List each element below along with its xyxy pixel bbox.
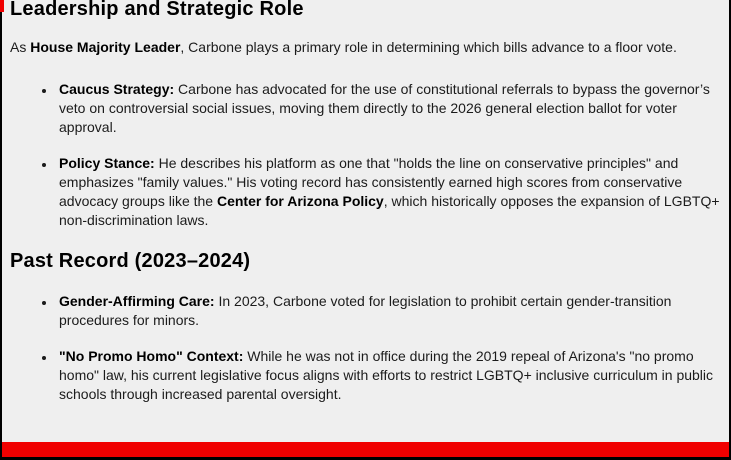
bottom-red-divider	[2, 442, 729, 457]
bold-text-run: House Majority Leader	[30, 39, 181, 55]
bullet-item	[56, 154, 721, 230]
text-run: While he was not in office during the 2019 repeal of Arizona's "no promo homo" law, his current legislative focus aligns with efforts to restrict LGBTQ+ inclusive curriculum in public schools through increased parental oversight.	[59, 348, 714, 402]
section-heading-leadership: Leadership and Strategic Role	[10, 0, 304, 20]
bullet-item	[56, 292, 721, 330]
bold-text-run: "No Promo Homo" Context:	[59, 348, 244, 364]
text-run: As	[10, 39, 31, 55]
top-left-red-accent	[0, 0, 4, 12]
bullet-item	[56, 80, 721, 137]
bold-text-run: Policy Stance:	[59, 155, 155, 171]
text-run: , Carbone plays a primary role in determining which bills advance to a floor vote.	[180, 39, 677, 55]
text-run: , which historically opposes the expansion of LGBTQ+ non-discrimination laws.	[59, 193, 720, 228]
section-heading-past-record: Past Record (2023–2024)	[10, 250, 251, 272]
bullet-item	[56, 347, 721, 404]
text-run: Carbone has advocated for the use of constitutional referrals to bypass the governor’s veto on controversial social issues, moving them directly to the 2026 general election ballot for voter approval.	[59, 81, 710, 135]
bold-text-run: Center for Arizona Policy	[216, 193, 384, 209]
leadership-bullet-list	[10, 80, 721, 230]
page-content	[2, 0, 729, 442]
text-run: In 2023, Carbone voted for legislation to prohibit certain gender-transition procedures for minors.	[59, 293, 672, 328]
past-record-bullet-list	[10, 292, 721, 404]
intro-paragraph	[10, 38, 721, 57]
bold-text-run: Gender-Affirming Care:	[59, 293, 215, 309]
bold-text-run: Caucus Strategy:	[59, 81, 175, 97]
text-run: He describes his platform as one that "holds the line on conservative principles" and emphasizes "family values." His voting record has consistently earned high scores from conservative advocacy groups like the	[59, 155, 683, 209]
